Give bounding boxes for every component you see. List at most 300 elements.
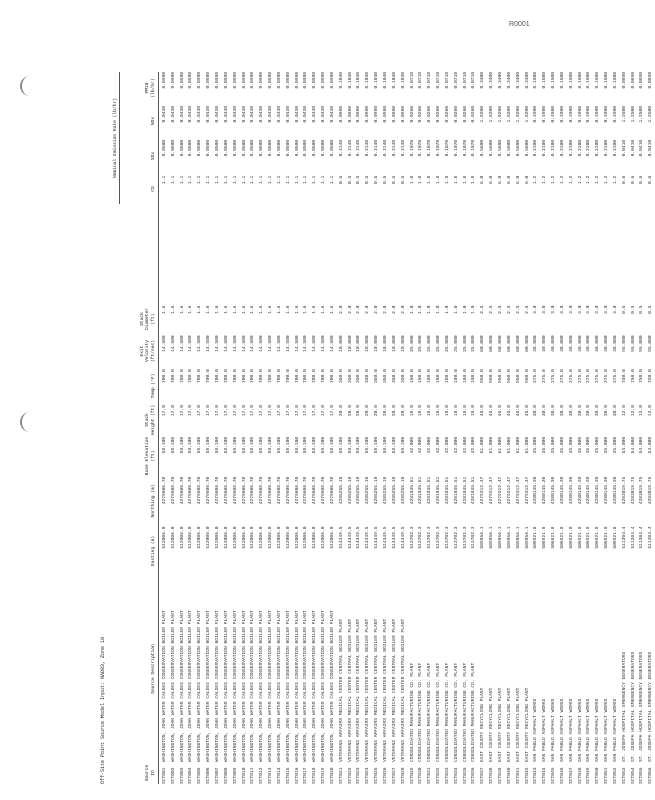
table-row [222, 72, 231, 784]
table-cell: 2.0 [383, 305, 389, 314]
table-row [576, 72, 585, 784]
table-cell: SCT019 [321, 767, 327, 784]
table-cell: 511204.4 [648, 526, 654, 549]
table-cell: 42.000 [471, 436, 477, 454]
table-cell: 0.0430 [250, 106, 256, 123]
table-cell: 0.0710 [418, 72, 424, 89]
table-cell: EAST COUNTY RECYCLING PLANT [489, 687, 495, 763]
table-row [496, 72, 505, 784]
table-cell: 95.000 [648, 335, 654, 352]
table-cell: 58.100 [312, 436, 318, 454]
table-cell: SAN PABLO ASPHALT WORKS [542, 698, 548, 763]
table-cell: 35.000 [551, 436, 557, 454]
table-cell: 1.1 [329, 175, 335, 184]
table-cell: 0.0500 [294, 139, 300, 157]
table-cell: 0.0500 [232, 139, 238, 157]
table-cell: 950.0 [489, 369, 495, 384]
table-cell: 0.1500 [533, 72, 539, 89]
table-cell: 4281845.51 [409, 476, 415, 505]
table-row [257, 72, 266, 784]
table-cell: SCT033 [444, 767, 450, 784]
table-cell: 4285255.18 [391, 476, 397, 505]
table-cell: 1.8200 [480, 106, 486, 123]
table-cell: 18.0 [436, 405, 442, 417]
table-cell: 1.1 [161, 175, 167, 184]
table-cell: 0.0500 [329, 139, 335, 157]
table-cell: 35.000 [595, 436, 601, 454]
table-row [195, 72, 204, 784]
table-cell: 0.0430 [268, 106, 274, 123]
table-cell: 513702.3 [444, 526, 450, 549]
table-cell: WASHINGTON, JOHN WATER CALDES CONSERVATION BOILER PLANT [303, 610, 309, 763]
table-cell: CONSOLIDATED MANUFACTURING CO. PLANT [427, 662, 433, 763]
table-cell: 700.0 [329, 369, 335, 384]
table-cell: 0.0500 [276, 139, 282, 157]
table-cell: 350.0 [347, 369, 353, 384]
table-cell: WASHINGTON, JOHN WATER CALDES CONSERVATION BOILER PLANT [197, 610, 203, 763]
table-cell: 0.5600 [524, 139, 530, 157]
table-cell: 4279606.70 [241, 476, 247, 505]
table-cell: 35.000 [612, 436, 618, 454]
table-cell: VETERANS AFFAIRS MEDICAL CENTER CENTRAL BOILER PLANT [400, 618, 406, 763]
table-row [638, 72, 647, 784]
table-cell: 12.0 [621, 405, 627, 417]
table-cell: 512006.0 [259, 526, 265, 549]
table-row [381, 72, 390, 784]
table-cell: 35.000 [559, 436, 565, 454]
table-cell: SCT052 [612, 767, 618, 784]
table-cell: 1.2 [586, 175, 592, 184]
table-cell: 1.6 [303, 305, 309, 314]
table-cell: 700.0 [285, 369, 291, 384]
table-cell: 12.0 [630, 405, 636, 417]
table-cell: VETERANS AFFAIRS MEDICAL CENTER CENTRAL BOILER PLANT [338, 618, 344, 763]
table-row [187, 72, 196, 784]
table-cell: 1.6 [161, 305, 167, 314]
table-cell: 4281845.51 [436, 476, 442, 505]
table-cell: 0.2100 [551, 139, 557, 157]
table-cell: 17.0 [285, 405, 291, 417]
table-cell: 42.000 [427, 436, 433, 454]
table-cell: 180.0 [444, 369, 450, 384]
table-cell: 275.0 [551, 369, 557, 384]
table-cell: 10.000 [347, 335, 353, 352]
table-cell: 35.000 [577, 436, 583, 454]
table-cell: 514349.5 [383, 526, 389, 549]
table-cell: 0.5600 [515, 139, 521, 157]
table-row [434, 72, 443, 784]
table-cell: 1.6 [285, 305, 291, 314]
table-cell: 1.0 [471, 305, 477, 314]
table-cell: CONSOLIDATED MANUFACTURING CO. PLANT [453, 662, 459, 763]
table-cell: 514349.5 [391, 526, 397, 549]
table-cell: 1.1 [223, 175, 229, 184]
table-cell: 1.1 [214, 175, 220, 184]
table-cell: SAN PABLO ASPHALT WORKS [533, 698, 539, 763]
table-cell: 0.3400 [497, 72, 503, 89]
table-cell: 58.100 [321, 436, 327, 454]
table-cell: 58.100 [285, 436, 291, 454]
table-cell: 17.0 [250, 405, 256, 417]
table-cell: SCT041 [515, 767, 521, 784]
table-cell: 0.0430 [179, 106, 185, 123]
table-cell: 1.1 [321, 175, 327, 184]
table-cell: 0.2100 [612, 139, 618, 157]
table-cell: 512006.0 [285, 526, 291, 549]
table-cell: 0.2140 [356, 139, 362, 157]
table-cell: SCT034 [453, 767, 459, 784]
table-cell: 1.2500 [648, 106, 654, 123]
table-cell: 0.0430 [223, 106, 229, 123]
table-cell: 0.1040 [338, 72, 344, 89]
table-cell: 950.0 [524, 369, 530, 384]
table-cell: 700.0 [241, 369, 247, 384]
table-cell: SCT023 [356, 767, 362, 784]
table-cell: SAN PABLO ASPHALT WORKS [577, 698, 583, 763]
table-cell: EAST COUNTY RECYCLING PLANT [524, 687, 530, 763]
table-cell: 25.000 [471, 335, 477, 352]
table-cell: 0.0980 [179, 72, 185, 89]
table-cell: 750.0 [621, 369, 627, 384]
table-cell: 1.8 [427, 175, 433, 184]
table-cell: 4279606.70 [179, 476, 185, 505]
table-cell: 0.6 [639, 175, 645, 184]
table-cell: 14.500 [197, 335, 203, 352]
table-cell: WASHINGTON, JOHN WATER CALDES CONSERVATION BOILER PLANT [268, 610, 274, 763]
table-cell: 58.100 [206, 436, 212, 454]
table-row [593, 72, 602, 784]
table-cell: SAN PABLO ASPHALT WORKS [595, 698, 601, 763]
table-cell: 506921.8 [612, 526, 618, 549]
table-cell: SCT006 [206, 767, 212, 784]
table-cell: WASHINGTON, JOHN WATER CALDES CONSERVATION BOILER PLANT [250, 610, 256, 763]
table-cell: 512006.0 [179, 526, 185, 549]
table-cell: 17.0 [214, 405, 220, 417]
table-cell: 4279312.47 [524, 476, 530, 505]
table-cell: 3.0 [559, 305, 565, 314]
table-row [416, 72, 425, 784]
table-cell: 0.2140 [391, 139, 397, 157]
table-cell: 700.0 [312, 369, 318, 384]
table-cell: 0.0980 [276, 72, 282, 89]
table-cell: 1.6 [170, 305, 176, 314]
table-cell: 0.0430 [170, 106, 176, 123]
table-cell: 0.0500 [321, 139, 327, 157]
table-cell: 0.0500 [259, 139, 265, 157]
table-cell: 0.0410 [639, 139, 645, 157]
table-cell: 1.0 [409, 305, 415, 314]
table-cell: 45.0 [480, 405, 486, 417]
table-cell: 3.0 [542, 305, 548, 314]
table-cell: 0.0890 [648, 72, 654, 89]
table-cell: 1.8200 [515, 106, 521, 123]
header-base-elevation: Base Elevation (ft) [145, 436, 156, 476]
table-cell: 58.100 [400, 436, 406, 454]
table-cell: 0.5 [391, 175, 397, 184]
table-cell: 14.500 [223, 335, 229, 352]
table-cell: 1.0 [453, 305, 459, 314]
table-cell: 0.0430 [259, 106, 265, 123]
table-cell: 509856.1 [524, 526, 530, 549]
table-cell: 1.1 [285, 175, 291, 184]
table-cell: 509856.1 [515, 526, 521, 549]
table-row [461, 72, 470, 784]
table-cell: 0.2100 [533, 139, 539, 157]
table-cell: 512006.0 [214, 526, 220, 549]
table-cell: 40.000 [604, 335, 610, 352]
table-cell: 4280145.20 [595, 476, 601, 505]
table-cell: 30.0 [542, 405, 548, 417]
table-row [514, 72, 523, 784]
table-cell: 25.000 [453, 335, 459, 352]
table-row [620, 72, 629, 784]
table-cell: 58.100 [250, 436, 256, 454]
table-cell: 512006.0 [197, 526, 203, 549]
table-cell: 275.0 [559, 369, 565, 384]
table-cell: 58.100 [232, 436, 238, 454]
table-cell: SCT017 [303, 767, 309, 784]
table-cell: 4279606.70 [170, 476, 176, 505]
table-cell: 1.1 [276, 175, 282, 184]
table-cell: 0.0980 [383, 106, 389, 123]
table-cell: 1.1 [241, 175, 247, 184]
table-cell: 1.8200 [489, 106, 495, 123]
table-row [585, 72, 594, 784]
table-cell: 180.0 [436, 369, 442, 384]
table-cell: 0.0410 [621, 139, 627, 157]
table-cell: 3.0 [595, 305, 601, 314]
table-cell: 0.4900 [612, 106, 618, 123]
table-cell: 54.000 [648, 436, 654, 454]
table-cell: 0.0260 [453, 106, 459, 123]
table-cell: 4283019.75 [621, 476, 627, 505]
table-cell: 45.0 [524, 405, 530, 417]
table-cell: 1.2 [542, 175, 548, 184]
table-cell: 10.000 [400, 335, 406, 352]
table-cell: 58.100 [303, 436, 309, 454]
table-cell: 1.2 [533, 175, 539, 184]
table-cell: 0.3400 [506, 72, 512, 89]
table-cell: 45.0 [489, 405, 495, 417]
table-cell: 4283019.75 [630, 476, 636, 505]
table-cell: 1.8 [444, 175, 450, 184]
table-cell: 4279606.70 [188, 476, 194, 505]
table-cell: 2.5 [497, 305, 503, 314]
table-cell: 54.000 [639, 436, 645, 454]
table-cell: 60.000 [515, 335, 521, 352]
table-cell: 350.0 [400, 369, 406, 384]
table-cell: 10.000 [391, 335, 397, 352]
table-cell: 0.4900 [559, 106, 565, 123]
table-cell: 14.500 [206, 335, 212, 352]
table-cell: 0.2140 [383, 139, 389, 157]
table-cell: 1.1 [197, 175, 203, 184]
table-cell: 1.1 [303, 175, 309, 184]
table-cell: 950.0 [497, 369, 503, 384]
table-cell: 25.000 [436, 335, 442, 352]
table-cell: 17.0 [276, 405, 282, 417]
table-cell: 0.2140 [338, 139, 344, 157]
table-cell: WASHINGTON, JOHN WATER CALDES CONSERVATION BOILER PLANT [223, 610, 229, 763]
table-cell: SCT020 [329, 767, 335, 784]
table-cell: 0.0710 [471, 72, 477, 89]
table-cell: 0.0500 [285, 139, 291, 157]
table-cell: 0.0980 [232, 72, 238, 89]
table-cell: 0.6 [630, 175, 636, 184]
table-cell: 61.000 [515, 436, 521, 454]
table-row [302, 72, 311, 784]
table-cell: 0.0430 [303, 106, 309, 123]
table-cell: 14.500 [179, 335, 185, 352]
table-cell: 17.0 [223, 405, 229, 417]
table-cell: 1.6 [188, 305, 194, 314]
table-cell: 4279606.70 [197, 476, 203, 505]
table-cell: 18.0 [444, 405, 450, 417]
table-cell: 2.0 [356, 305, 362, 314]
table-cell: 0.0980 [400, 106, 406, 123]
table-cell: 513702.3 [427, 526, 433, 549]
table-cell: 0.2140 [374, 139, 380, 157]
table-cell: 45.0 [497, 405, 503, 417]
table-cell: 3.0 [586, 305, 592, 314]
table-cell: 10.000 [383, 335, 389, 352]
table-cell: 3.0 [551, 305, 557, 314]
table-cell: 58.100 [241, 436, 247, 454]
table-cell: 0.0430 [206, 106, 212, 123]
table-cell: 4285255.18 [338, 476, 344, 505]
table-cell: ST. JOSEPH HOSPITAL EMERGENCY GENERATORS [630, 651, 636, 763]
table-row [408, 72, 417, 784]
table-cell: 514349.5 [365, 526, 371, 549]
table-cell: WASHINGTON, JOHN WATER CALDES CONSERVATION BOILER PLANT [214, 610, 220, 763]
table-cell: 0.1040 [383, 72, 389, 89]
table-cell: 509856.1 [489, 526, 495, 549]
table-cell: 60.000 [524, 335, 530, 352]
table-cell: SCT026 [383, 767, 389, 784]
table-cell: 58.100 [356, 436, 362, 454]
table-cell: 0.1040 [347, 72, 353, 89]
table-cell: 3.0 [568, 305, 574, 314]
table-cell: 0.0260 [462, 106, 468, 123]
table-cell: 1.2 [568, 175, 574, 184]
table-cell: 0.0430 [321, 106, 327, 123]
table-cell: 4285255.18 [356, 476, 362, 505]
table-cell: 506921.8 [604, 526, 610, 549]
table-cell: CONSOLIDATED MANUFACTURING CO. PLANT [436, 662, 442, 763]
table-cell: 4279606.70 [206, 476, 212, 505]
table-cell: 0.0980 [223, 72, 229, 89]
table-cell: 58.100 [391, 436, 397, 454]
table-cell: 1.2 [604, 175, 610, 184]
table-cell: 0.0710 [436, 72, 442, 89]
table-cell: 512006.0 [276, 526, 282, 549]
table-cell: WASHINGTON, JOHN WATER CALDES CONSERVATION BOILER PLANT [259, 610, 265, 763]
table-cell: 10.000 [356, 335, 362, 352]
table-cell: 40.000 [595, 335, 601, 352]
table-cell: SCT045 [551, 767, 557, 784]
table-cell: 700.0 [214, 369, 220, 384]
table-row [346, 72, 355, 784]
table-cell: 17.0 [312, 405, 318, 417]
table-cell: 750.0 [648, 369, 654, 384]
table-cell: SCT031 [427, 767, 433, 784]
table-cell: 0.0500 [250, 139, 256, 157]
table-cell: 1.6 [312, 305, 318, 314]
table-row [523, 72, 532, 784]
table-cell: 30.0 [586, 405, 592, 417]
table-cell: 25.000 [444, 335, 450, 352]
table-cell: 0.0980 [241, 72, 247, 89]
table-cell: 58.100 [197, 436, 203, 454]
table-cell: SCT037 [480, 767, 486, 784]
table-cell: 10.000 [338, 335, 344, 352]
table-cell: 0.1040 [365, 72, 371, 89]
table-cell: 0.0980 [347, 106, 353, 123]
table-cell: 0.5 [639, 305, 645, 314]
table-cell: 3.0 [612, 305, 618, 314]
table-cell: 0.1070 [444, 139, 450, 157]
table-cell: 1.2500 [630, 106, 636, 123]
table-cell: 4285255.18 [347, 476, 353, 505]
table-cell: 0.1500 [604, 72, 610, 89]
table-cell: CONSOLIDATED MANUFACTURING CO. PLANT [444, 662, 450, 763]
table-cell: 0.5 [648, 305, 654, 314]
table-cell: 512006.0 [268, 526, 274, 549]
header-co: CO [150, 186, 156, 192]
table-cell: 700.0 [170, 369, 176, 384]
table-cell: 30.0 [568, 405, 574, 417]
table-cell: 511204.4 [639, 526, 645, 549]
table-cell: SCT010 [241, 767, 247, 784]
table-cell: SCT009 [232, 767, 238, 784]
table-cell: 700.0 [161, 369, 167, 384]
table-cell: SAN PABLO ASPHALT WORKS [559, 698, 565, 763]
table-cell: 0.1070 [418, 139, 424, 157]
table-cell: CONSOLIDATED MANUFACTURING CO. PLANT [462, 662, 468, 763]
table-cell: 14.500 [329, 335, 335, 352]
table-cell: 700.0 [303, 369, 309, 384]
table-cell: SCT051 [604, 767, 610, 784]
table-cell: 0.5 [347, 175, 353, 184]
table-cell: 0.1040 [374, 72, 380, 89]
table-cell: 4280145.20 [568, 476, 574, 505]
table-cell: 30.0 [559, 405, 565, 417]
table-cell: 506921.8 [577, 526, 583, 549]
table-cell: 20.0 [365, 405, 371, 417]
table-cell: 350.0 [338, 369, 344, 384]
table-cell: 14.500 [214, 335, 220, 352]
table-cell: 0.4900 [568, 106, 574, 123]
table-cell: 0.0430 [276, 106, 282, 123]
header-stack-diameter: Stack Diameter (ft) [139, 307, 156, 331]
table-cell: 0.0260 [471, 106, 477, 123]
table-cell: SCT028 [400, 767, 406, 784]
table-cell: 17.0 [303, 405, 309, 417]
table-cell: 0.0980 [170, 72, 176, 89]
table-cell: 17.0 [179, 405, 185, 417]
table-cell: SCT036 [471, 767, 477, 784]
table-cell: 4281845.51 [453, 476, 459, 505]
table-cell: 0.2140 [400, 139, 406, 157]
table-cell: 18.0 [409, 405, 415, 417]
table-cell: SAN PABLO ASPHALT WORKS [604, 698, 610, 763]
table-cell: WASHINGTON, JOHN WATER CALDES CONSERVATION BOILER PLANT [241, 610, 247, 763]
table-cell: 0.0980 [161, 72, 167, 89]
table-row [611, 72, 620, 784]
header-northing: Northing (m) [150, 484, 156, 518]
table-cell: SCT050 [595, 767, 601, 784]
table-cell: 1.6 [214, 305, 220, 314]
